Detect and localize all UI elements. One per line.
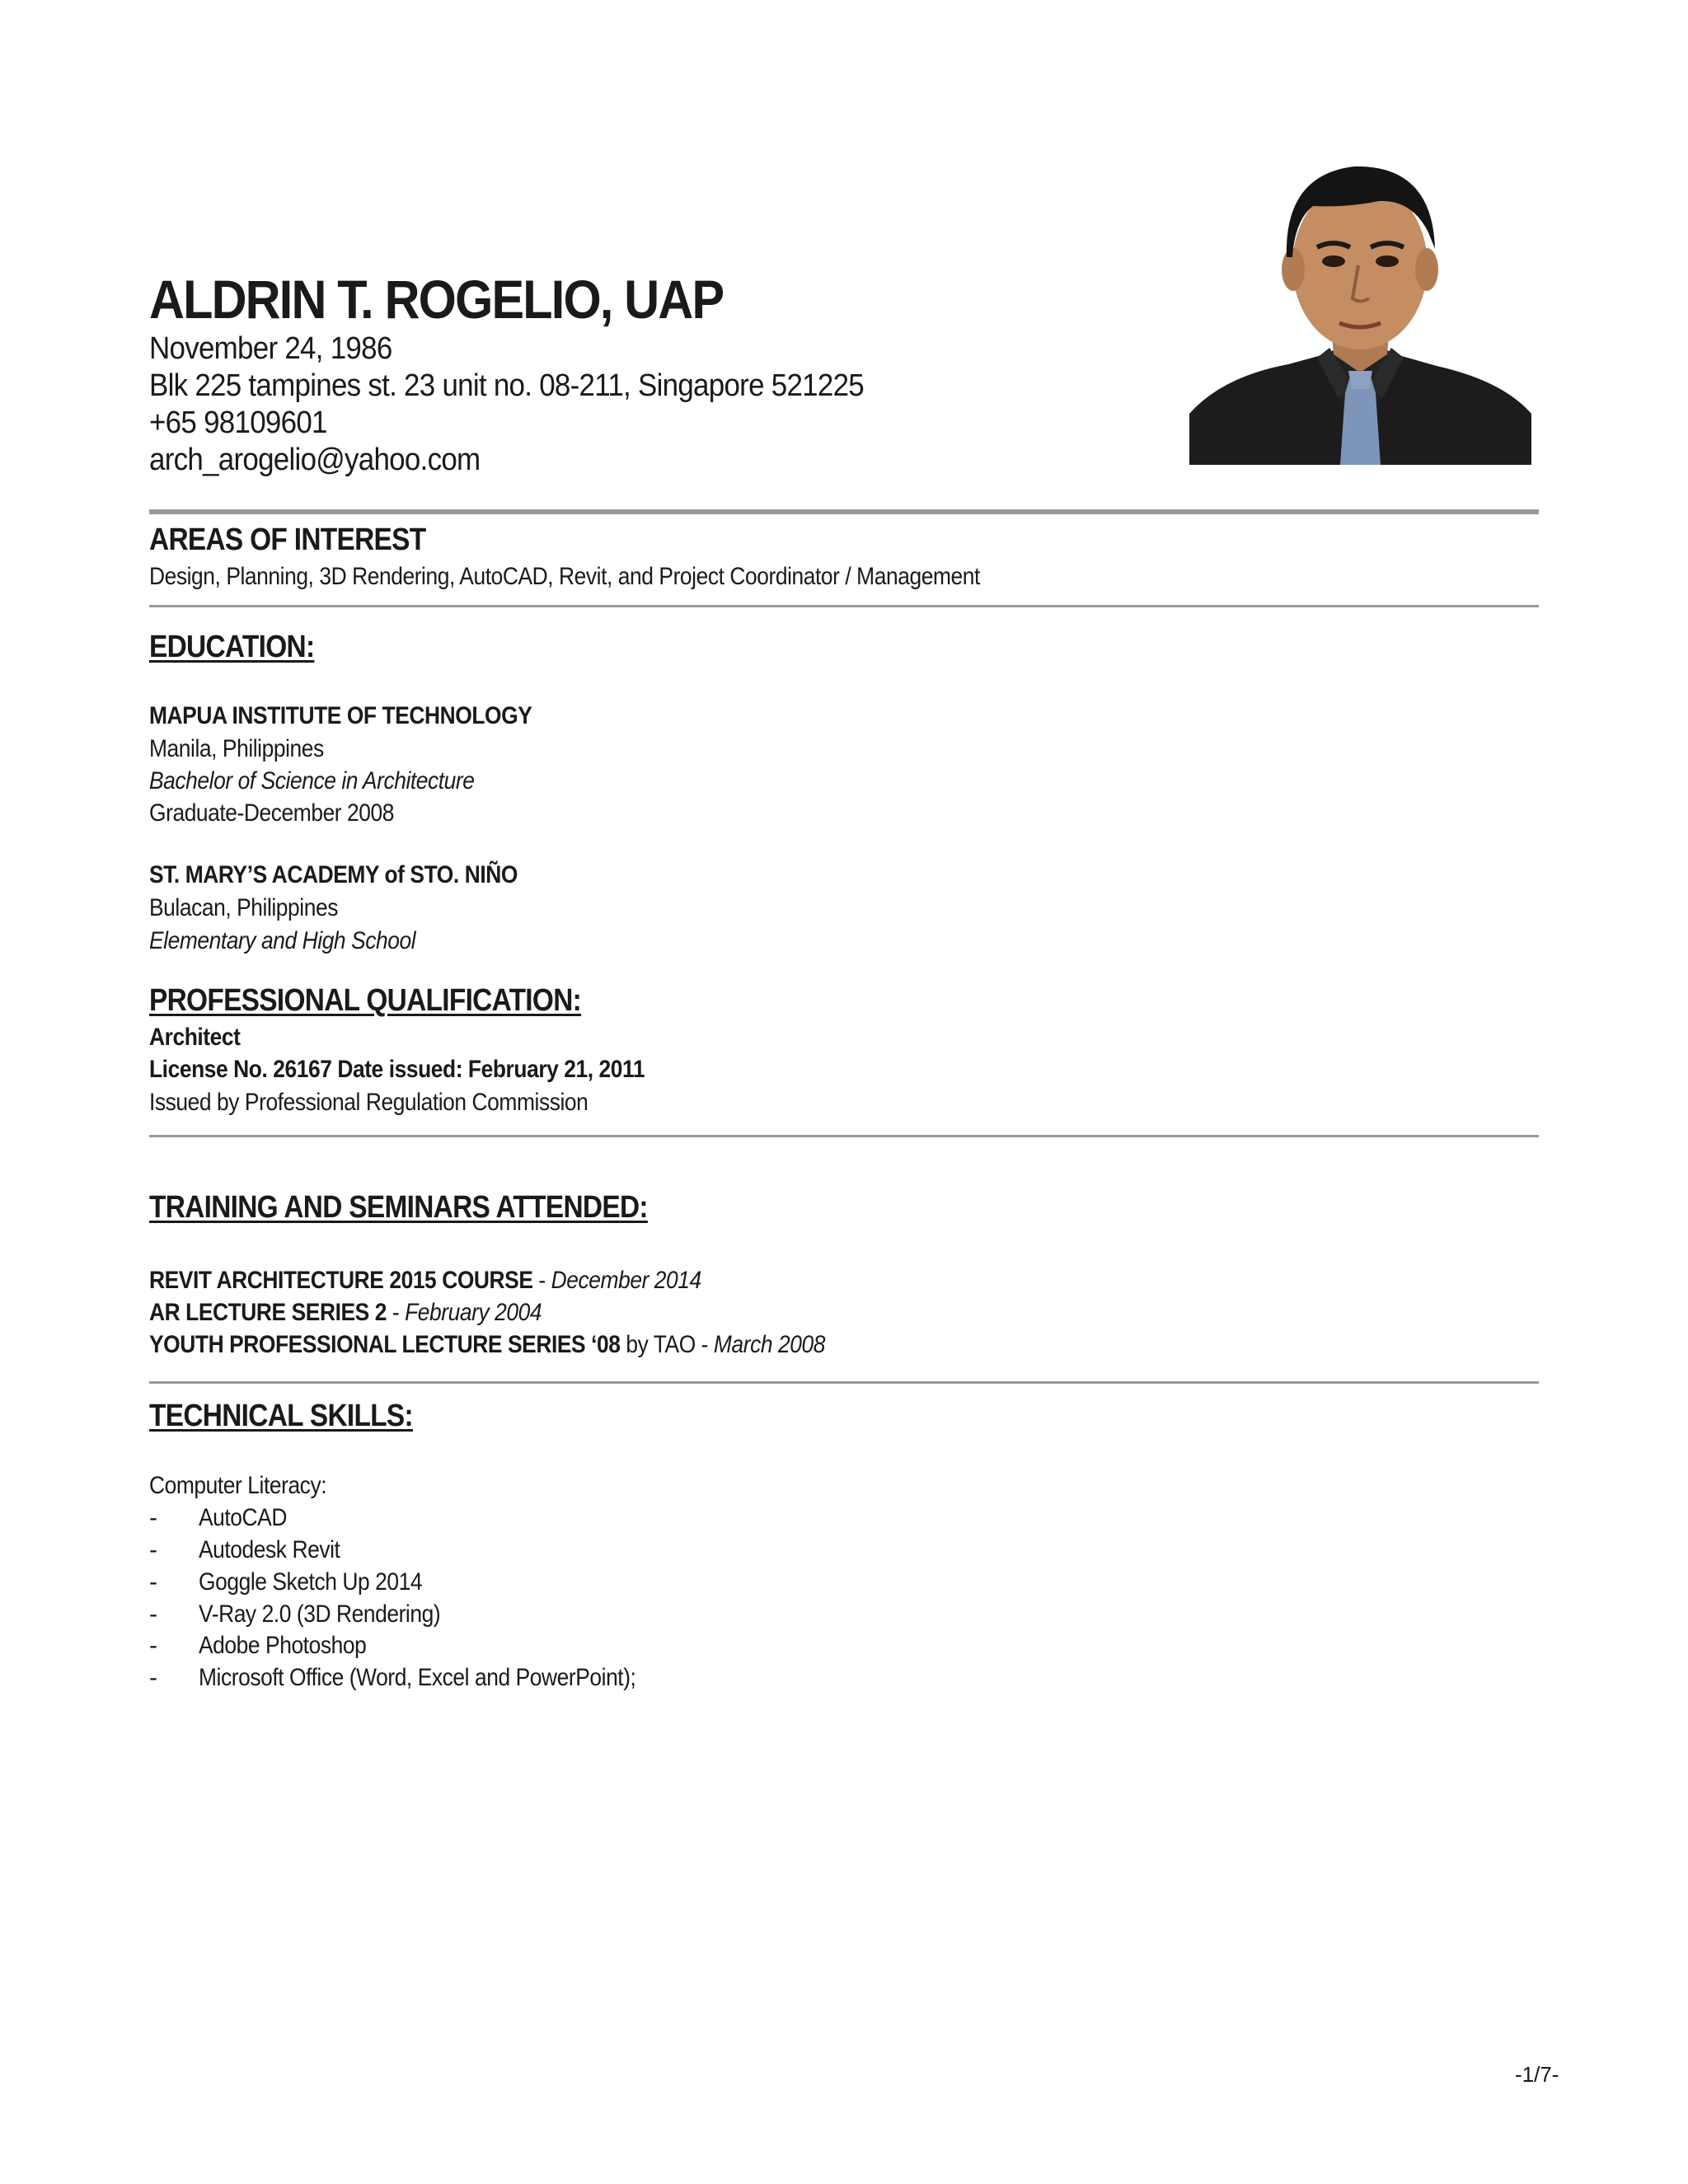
areas-of-interest-text: Design, Planning, 3D Rendering, AutoCAD, Revit, and Project Coordinator / Management [149,563,980,590]
school-degree: Bachelor of Science in Architecture [149,767,475,794]
bullet-dash: - [149,1664,157,1691]
skill-item: Autodesk Revit [199,1536,340,1563]
training-date: February 2004 [405,1299,542,1326]
school-name: ST. MARY’S ACADEMY of STO. NIÑO [149,861,518,888]
training-title: AR LECTURE SERIES 2 [149,1299,387,1326]
section-divider [149,605,1539,607]
training-date: December 2014 [551,1267,701,1294]
training-item [149,1299,542,1327]
training-heading: TRAINING AND SEMINARS ATTENDED: [149,1190,648,1225]
profile-photo [1189,142,1531,465]
birthdate: November 24, 1986 [149,331,392,366]
school-location: Bulacan, Philippines [149,894,338,921]
training-by: by TAO - [620,1331,714,1358]
email: arch_arogelio@yahoo.com [149,443,481,477]
school-note: Graduate-December 2008 [149,799,395,827]
bullet-dash: - [149,1536,157,1563]
training-title: REVIT ARCHITECTURE 2015 COURSE [149,1267,533,1294]
candidate-name: ALDRIN T. ROGELIO, UAP [149,269,724,330]
school-name: MAPUA INSTITUTE OF TECHNOLOGY [149,702,532,729]
license-info: License No. 26167 Date issued: February 21, 2011 [149,1056,645,1083]
section-divider [149,1135,1539,1137]
school-degree: Elementary and High School [149,927,416,954]
training-separator: - [386,1299,406,1326]
skills-heading: TECHNICAL SKILLS: [149,1399,413,1433]
qualification-heading: PROFESSIONAL QUALIFICATION: [149,983,582,1018]
header-divider [149,509,1539,514]
section-divider [149,1381,1539,1384]
training-item [149,1267,701,1295]
skills-subheading: Computer Literacy: [149,1472,327,1499]
qualification-title: Architect [149,1024,241,1051]
training-title: YOUTH PROFESSIONAL LECTURE SERIES ‘08 [149,1331,621,1358]
skill-item: Goggle Sketch Up 2014 [199,1568,423,1596]
license-issuer: Issued by Professional Regulation Commission [149,1089,588,1116]
bullet-dash: - [149,1504,157,1531]
areas-of-interest-heading: AREAS OF INTEREST [149,523,426,557]
phone: +65 98109601 [149,405,327,440]
education-heading: EDUCATION: [149,630,315,664]
training-item [149,1331,825,1359]
training-date: March 2008 [713,1331,825,1358]
page-number: -1/7- [1515,2062,1559,2087]
training-separator: - [532,1267,551,1294]
skill-item: V-Ray 2.0 (3D Rendering) [199,1601,441,1628]
bullet-dash: - [149,1632,157,1659]
address: Blk 225 tampines st. 23 unit no. 08-211, Singapore 521225 [149,368,864,403]
skill-item: Adobe Photoshop [199,1632,367,1659]
skill-item: Microsoft Office (Word, Excel and PowerPoint); [199,1664,636,1691]
bullet-dash: - [149,1568,157,1596]
skill-item: AutoCAD [199,1504,287,1531]
school-location: Manila, Philippines [149,735,324,762]
bullet-dash: - [149,1601,157,1628]
